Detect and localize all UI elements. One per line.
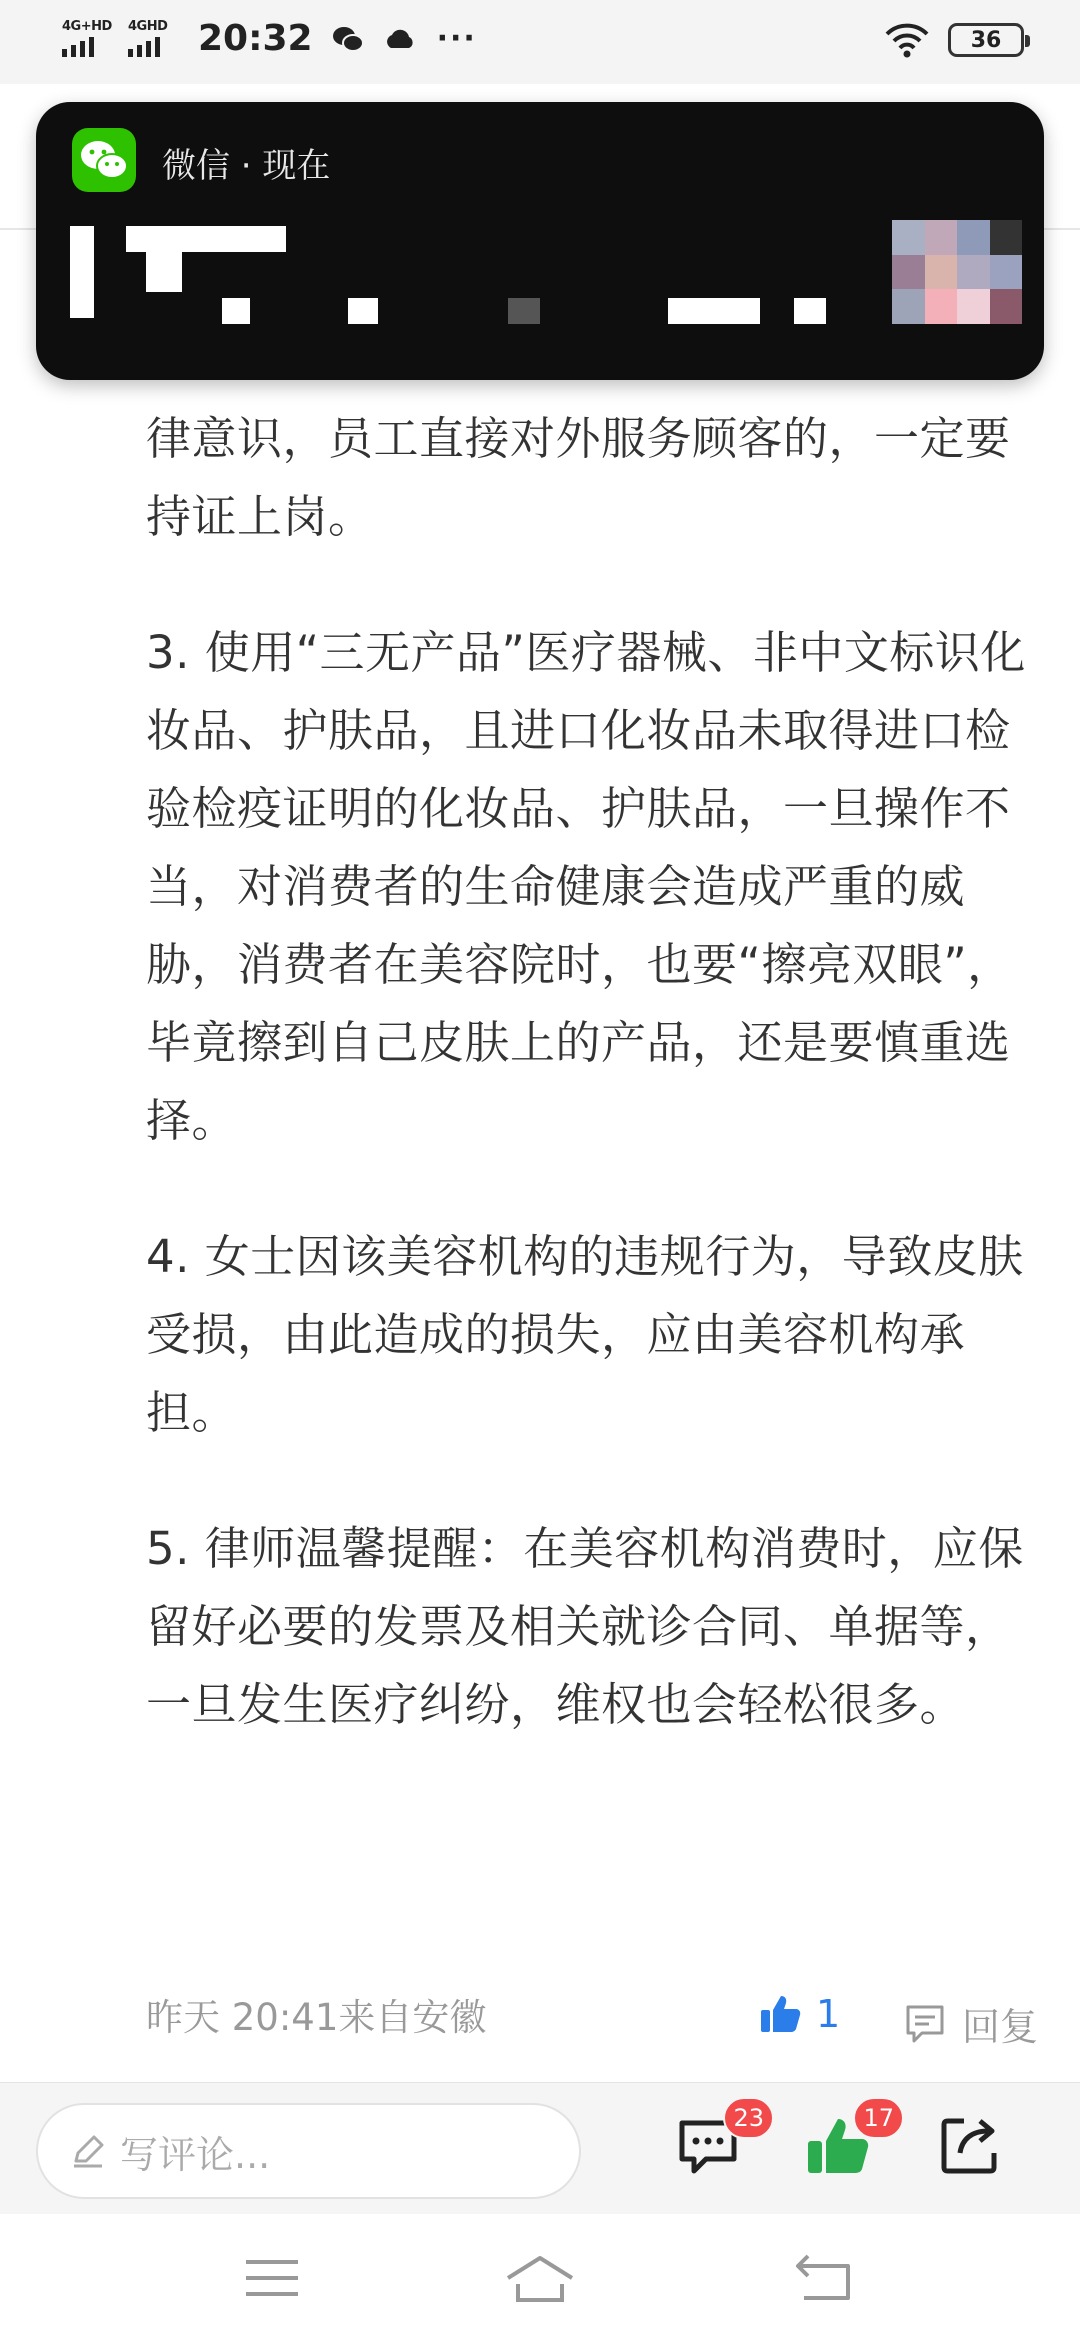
thumbs-up-icon [758,1992,802,2036]
post-meta [146,1988,1046,2048]
article-paragraph: 律意识，员工直接对外服务顾客的，一定要持证上岗。 [146,412,1011,543]
wechat-icon [331,22,365,56]
article-paragraph: 5. 律师温馨提醒：在美容机构消费时，应保留好必要的发票及相关就诊合同、单据等，一旦发生医疗纠纷，维权也会轻松很多。 [146,1522,1024,1731]
share-button[interactable] [934,2109,1006,2181]
like-article-button[interactable] [802,2104,894,2181]
comment-bar [0,2082,1080,2214]
battery-icon [948,23,1024,57]
battery-level: 36 [970,27,1002,53]
cellular-signal-2-icon [128,19,176,59]
status-bar [0,0,1080,84]
share-icon [934,2109,1006,2181]
comments-button[interactable] [672,2104,764,2181]
home-icon[interactable] [500,2250,580,2306]
notification-app-name: 微信 · 现在 [162,146,331,186]
wechat-icon [72,128,136,192]
like-count-badge: 17 [853,2097,904,2139]
like-count: 1 [816,1992,841,2036]
cellular-signal-icon [62,19,110,59]
wechat-notification[interactable] [36,102,1044,380]
clock: 20:32 [198,18,313,59]
reply-button[interactable] [902,1996,1038,2051]
post-timestamp: 昨天 20:41来自安徽 [146,1996,487,2039]
network-type-2: 4GHD [128,18,168,34]
wifi-icon [884,22,930,58]
pencil-icon [70,2133,106,2169]
article-paragraph: 4. 女士因该美容机构的违规行为，导致皮肤受损，由此造成的损失，应由美容机构承担。 [146,1230,1024,1439]
article-body [146,400,1026,1744]
reply-icon [902,2001,948,2047]
article-paragraph: 3. 使用“三无产品”医疗器械、非中文标识化妆品、护肤品，且进口化妆品未取得进口检验检疫证明的化妆品、护肤品，一旦操作不当，对消费者的生命健康会造成严重的威胁，消费者在美容院时，也要“擦亮双眼”，毕竟擦到自己皮肤上的产品，还是要慎重选择。 [146,626,1026,1147]
back-icon[interactable] [786,2250,866,2306]
network-type-1: 4G+HD [62,18,112,34]
more-notifications: ··· [436,21,477,56]
system-nav-bar [0,2214,1080,2340]
reply-label: 回复 [962,2005,1039,2049]
comment-input[interactable] [36,2103,581,2199]
comment-placeholder: 写评论... [120,2132,271,2177]
menu-icon[interactable] [232,2250,312,2306]
like-button[interactable] [758,1992,840,2036]
comment-count-badge: 23 [723,2097,774,2139]
cloud-icon [383,22,417,56]
sender-avatar [892,220,1022,324]
